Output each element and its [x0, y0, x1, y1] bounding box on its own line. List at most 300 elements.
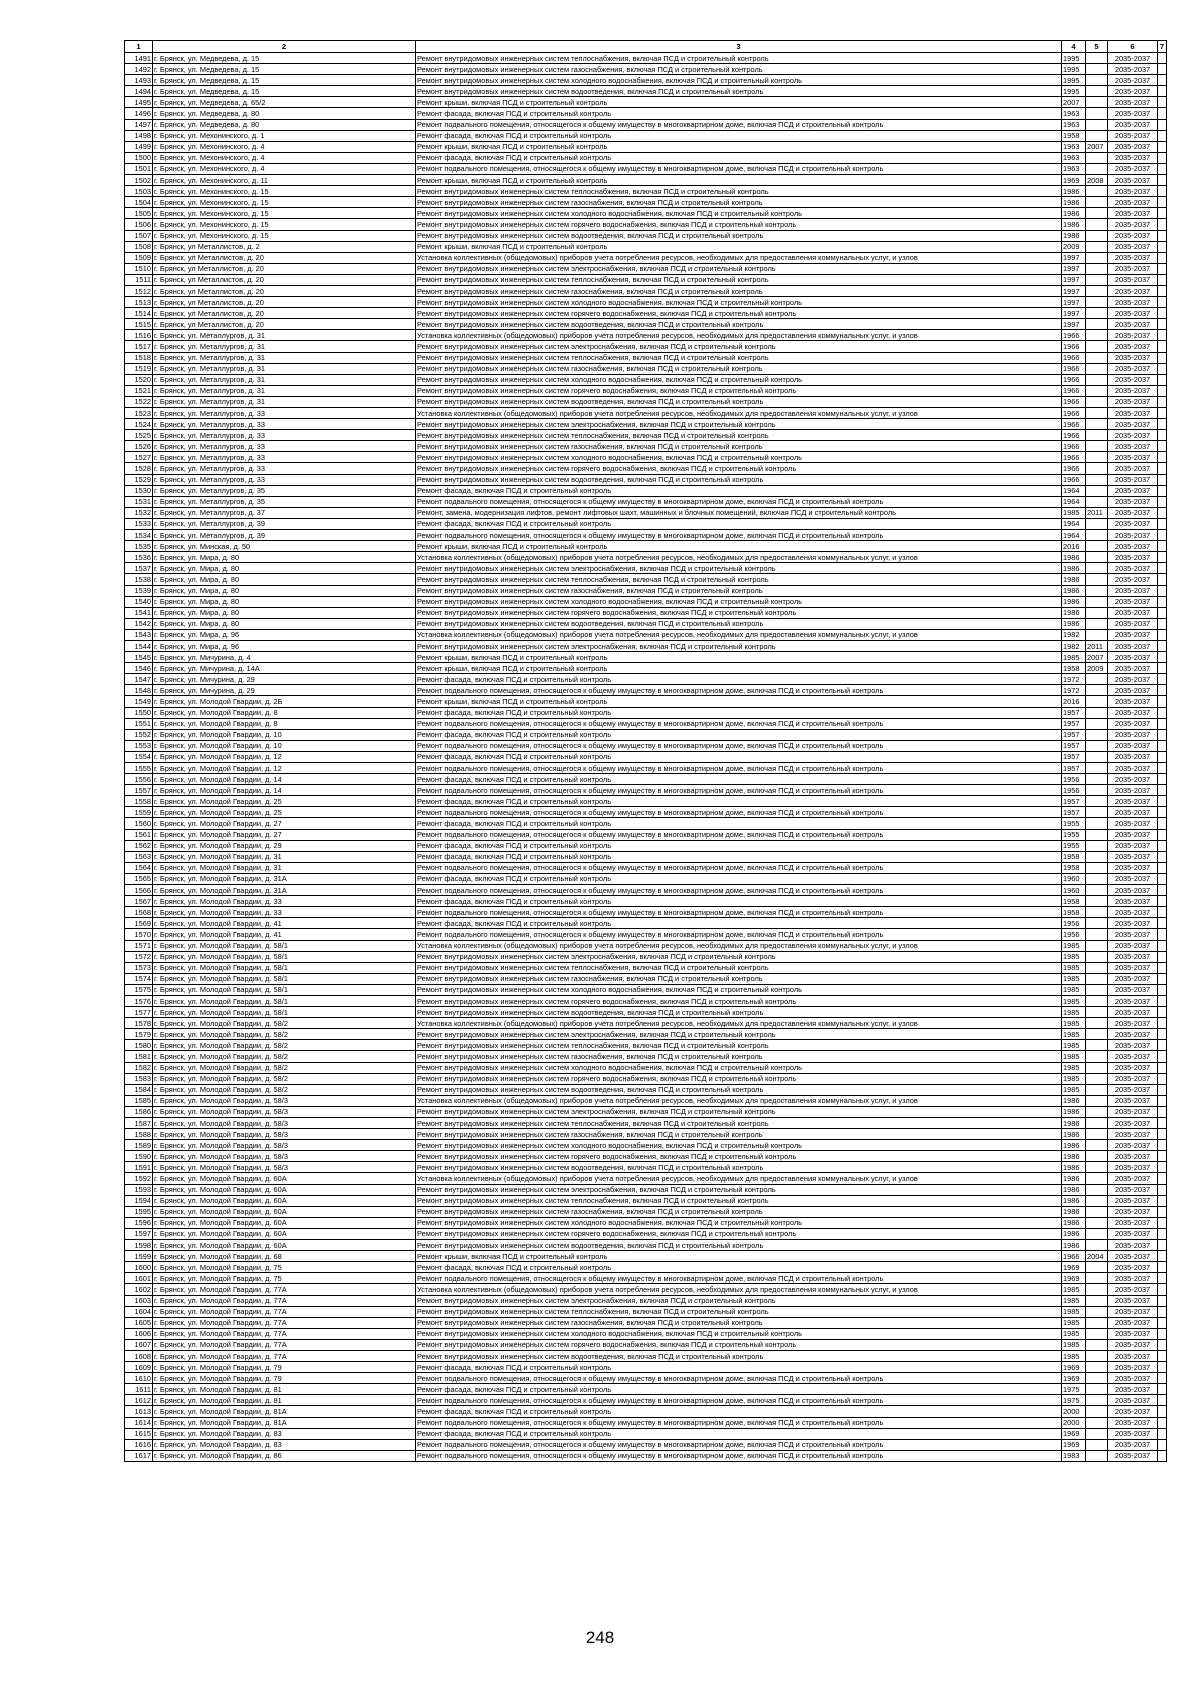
- planned-period-cell: 2035-2037: [1108, 1184, 1158, 1195]
- build-year-cell: 1955: [1062, 829, 1086, 840]
- table-row: [125, 1295, 1167, 1306]
- address-cell: г. Брянск, ул Металлистов, д. 20: [153, 319, 416, 330]
- row-number-cell: 1532: [125, 507, 153, 518]
- build-year-cell: 1972: [1062, 674, 1086, 685]
- planned-period-cell: 2035-2037: [1108, 441, 1158, 452]
- extra-col-cell: [1158, 1328, 1167, 1339]
- build-year-cell: 1966: [1062, 408, 1086, 419]
- row-number-cell: 1572: [125, 951, 153, 962]
- work-type-cell: Ремонт фасада, включая ПСД и строительный контроль: [416, 674, 1062, 685]
- table-row: [125, 308, 1167, 319]
- work-type-cell: Ремонт подвального помещения, относящегося к общему имуществу в многоквартирном доме, включая ПСД и строительный контроль: [416, 119, 1062, 130]
- work-type-cell: Ремонт внутридомовых инженерных систем газоснабжения, включая ПСД и строительный контроль: [416, 585, 1062, 596]
- build-year-cell: 1986: [1062, 607, 1086, 618]
- extra-col-cell: [1158, 75, 1167, 86]
- build-year-cell: 1958: [1062, 907, 1086, 918]
- build-year-cell: 1966: [1062, 452, 1086, 463]
- work-type-cell: Ремонт внутридомовых инженерных систем холодного водоснабжения, включая ПСД и строительный контроль: [416, 1217, 1062, 1228]
- build-year-cell: 1986: [1062, 596, 1086, 607]
- work-type-cell: Установка коллективных (общедомовых) приборов учета потребления ресурсов, необходимых для предоставления коммунальных услуг, и узлов: [416, 252, 1062, 263]
- work-type-cell: Ремонт внутридомовых инженерных систем газоснабжения, включая ПСД и строительный контроль: [416, 64, 1062, 75]
- planned-period-cell: 2035-2037: [1108, 907, 1158, 918]
- extra-col-cell: [1158, 352, 1167, 363]
- extra-col-cell: [1158, 163, 1167, 174]
- work-type-cell: Ремонт фасада, включая ПСД и строительный контроль: [416, 1262, 1062, 1273]
- work-type-cell: Установка коллективных (общедомовых) приборов учета потребления ресурсов, необходимых для предоставления коммунальных услуг, и узлов: [416, 629, 1062, 640]
- build-year-cell: 1997: [1062, 285, 1086, 296]
- work-type-cell: Ремонт, замена, модернизация лифтов, ремонт лифтовых шахт, машинных и блочных помещений, включая ПСД и строительный контроль: [416, 507, 1062, 518]
- row-number-cell: 1540: [125, 596, 153, 607]
- extra-col-cell: [1158, 1262, 1167, 1273]
- row-number-cell: 1535: [125, 541, 153, 552]
- extra-col-cell: [1158, 1295, 1167, 1306]
- planned-period-cell: 2035-2037: [1108, 1395, 1158, 1406]
- table-row: [125, 629, 1167, 640]
- planned-period-cell: 2035-2037: [1108, 829, 1158, 840]
- address-cell: г. Брянск, ул. Металлургов, д. 33: [153, 452, 416, 463]
- work-type-cell: Ремонт внутридомовых инженерных систем электроснабжения, включая ПСД и строительный контроль: [416, 951, 1062, 962]
- last-repair-year-cell: [1086, 230, 1108, 241]
- table-row: [125, 873, 1167, 884]
- build-year-cell: 1960: [1062, 873, 1086, 884]
- build-year-cell: 1986: [1062, 208, 1086, 219]
- build-year-cell: 1985: [1062, 1084, 1086, 1095]
- table-row: [125, 75, 1167, 86]
- work-type-cell: Ремонт внутридомовых инженерных систем холодного водоснабжения, включая ПСД и строительный контроль: [416, 1140, 1062, 1151]
- table-row: [125, 1417, 1167, 1428]
- row-number-cell: 1492: [125, 64, 153, 75]
- extra-col-cell: [1158, 452, 1167, 463]
- address-cell: г. Брянск, ул. Молодой Гвардии, д. 81: [153, 1395, 416, 1406]
- extra-col-cell: [1158, 1040, 1167, 1051]
- row-number-cell: 1553: [125, 740, 153, 751]
- work-type-cell: Ремонт подвального помещения, относящегося к общему имуществу в многоквартирном доме, включая ПСД и строительный контроль: [416, 163, 1062, 174]
- work-type-cell: Ремонт внутридомовых инженерных систем горячего водоснабжения, включая ПСД и строительный контроль: [416, 219, 1062, 230]
- build-year-cell: 2000: [1062, 1406, 1086, 1417]
- last-repair-year-cell: [1086, 674, 1108, 685]
- planned-period-cell: 2035-2037: [1108, 585, 1158, 596]
- last-repair-year-cell: 2007: [1086, 652, 1108, 663]
- extra-col-cell: [1158, 1450, 1167, 1461]
- address-cell: г. Брянск, ул. Молодой Гвардии, д. 86: [153, 1450, 416, 1461]
- extra-col-cell: [1158, 1173, 1167, 1184]
- address-cell: г. Брянск, ул. Молодой Гвардии, д. 79: [153, 1362, 416, 1373]
- last-repair-year-cell: 2007: [1086, 141, 1108, 152]
- extra-col-cell: [1158, 862, 1167, 873]
- address-cell: г. Брянск, ул. Молодой Гвардии, д. 58/3: [153, 1118, 416, 1129]
- build-year-cell: 1985: [1062, 984, 1086, 995]
- work-type-cell: Ремонт фасада, включая ПСД и строительный контроль: [416, 851, 1062, 862]
- table-row: [125, 896, 1167, 907]
- work-type-cell: Ремонт подвального помещения, относящегося к общему имуществу в многоквартирном доме, включая ПСД и строительный контроль: [416, 885, 1062, 896]
- last-repair-year-cell: [1086, 97, 1108, 108]
- table-row: [125, 1284, 1167, 1295]
- row-number-cell: 1616: [125, 1439, 153, 1450]
- address-cell: г. Брянск, ул. Металлургов, д. 31: [153, 385, 416, 396]
- build-year-cell: 1986: [1062, 585, 1086, 596]
- work-type-cell: Ремонт внутридомовых инженерных систем электроснабжения, включая ПСД и строительный контроль: [416, 1106, 1062, 1117]
- row-number-cell: 1603: [125, 1295, 153, 1306]
- table-row: [125, 1151, 1167, 1162]
- build-year-cell: 1982: [1062, 640, 1086, 651]
- row-number-cell: 1528: [125, 463, 153, 474]
- build-year-cell: 1956: [1062, 918, 1086, 929]
- table-row: [125, 463, 1167, 474]
- work-type-cell: Ремонт подвального помещения, относящегося к общему имуществу в многоквартирном доме, включая ПСД и строительный контроль: [416, 740, 1062, 751]
- table-row: [125, 1040, 1167, 1051]
- row-number-cell: 1562: [125, 840, 153, 851]
- last-repair-year-cell: [1086, 763, 1108, 774]
- row-number-cell: 1573: [125, 962, 153, 973]
- build-year-cell: 1958: [1062, 896, 1086, 907]
- address-cell: г. Брянск, ул. Молодой Гвардии, д. 8: [153, 707, 416, 718]
- address-cell: г. Брянск, ул. Молодой Гвардии, д. 77А: [153, 1306, 416, 1317]
- row-number-cell: 1598: [125, 1240, 153, 1251]
- extra-col-cell: [1158, 1029, 1167, 1040]
- build-year-cell: 1986: [1062, 1195, 1086, 1206]
- last-repair-year-cell: [1086, 530, 1108, 541]
- last-repair-year-cell: [1086, 1317, 1108, 1328]
- build-year-cell: 1966: [1062, 430, 1086, 441]
- last-repair-year-cell: [1086, 1129, 1108, 1140]
- extra-col-cell: [1158, 674, 1167, 685]
- planned-period-cell: 2035-2037: [1108, 818, 1158, 829]
- table-row: [125, 53, 1167, 64]
- last-repair-year-cell: [1086, 485, 1108, 496]
- work-type-cell: Установка коллективных (общедомовых) приборов учета потребления ресурсов, необходимых для предоставления коммунальных услуг, и узлов: [416, 1095, 1062, 1106]
- row-number-cell: 1499: [125, 141, 153, 152]
- build-year-cell: 1966: [1062, 396, 1086, 407]
- extra-col-cell: [1158, 973, 1167, 984]
- address-cell: г. Брянск, ул. Молодой Гвардии, д. 27: [153, 818, 416, 829]
- extra-col-cell: [1158, 1373, 1167, 1384]
- table-row: [125, 86, 1167, 97]
- last-repair-year-cell: [1086, 1051, 1108, 1062]
- row-number-cell: 1611: [125, 1384, 153, 1395]
- table-row: [125, 252, 1167, 263]
- table-row: [125, 1195, 1167, 1206]
- build-year-cell: 1966: [1062, 463, 1086, 474]
- row-number-cell: 1574: [125, 973, 153, 984]
- work-type-cell: Ремонт подвального помещения, относящегося к общему имуществу в многоквартирном доме, включая ПСД и строительный контроль: [416, 829, 1062, 840]
- last-repair-year-cell: [1086, 1195, 1108, 1206]
- address-cell: г. Брянск, ул. Мичурина, д. 4: [153, 652, 416, 663]
- build-year-cell: 1985: [1062, 973, 1086, 984]
- build-year-cell: 1985: [1062, 1339, 1086, 1350]
- address-cell: г. Брянск, ул. Молодой Гвардии, д. 31: [153, 851, 416, 862]
- row-number-cell: 1513: [125, 297, 153, 308]
- work-type-cell: Ремонт фасада, включая ПСД и строительный контроль: [416, 796, 1062, 807]
- planned-period-cell: 2035-2037: [1108, 541, 1158, 552]
- table-row: [125, 574, 1167, 585]
- row-number-cell: 1555: [125, 763, 153, 774]
- address-cell: г. Брянск, ул. Металлургов, д. 31: [153, 352, 416, 363]
- planned-period-cell: 2035-2037: [1108, 918, 1158, 929]
- last-repair-year-cell: [1086, 1073, 1108, 1084]
- table-row: [125, 430, 1167, 441]
- build-year-cell: 1986: [1062, 1151, 1086, 1162]
- extra-col-cell: [1158, 1118, 1167, 1129]
- work-type-cell: Ремонт внутридомовых инженерных систем горячего водоснабжения, включая ПСД и строительный контроль: [416, 463, 1062, 474]
- address-cell: г. Брянск, ул. Металлургов, д. 33: [153, 419, 416, 430]
- extra-col-cell: [1158, 885, 1167, 896]
- last-repair-year-cell: [1086, 1228, 1108, 1239]
- planned-period-cell: 2035-2037: [1108, 1339, 1158, 1350]
- build-year-cell: 1986: [1062, 618, 1086, 629]
- work-type-cell: Ремонт внутридомовых инженерных систем холодного водоснабжения, включая ПСД и строительный контроль: [416, 452, 1062, 463]
- table-row: [125, 962, 1167, 973]
- build-year-cell: 1969: [1062, 1262, 1086, 1273]
- planned-period-cell: 2035-2037: [1108, 419, 1158, 430]
- last-repair-year-cell: [1086, 374, 1108, 385]
- extra-col-cell: [1158, 1162, 1167, 1173]
- extra-col-cell: [1158, 408, 1167, 419]
- extra-col-cell: [1158, 552, 1167, 563]
- build-year-cell: 1983: [1062, 1450, 1086, 1461]
- planned-period-cell: 2035-2037: [1108, 674, 1158, 685]
- table-row: [125, 1095, 1167, 1106]
- work-type-cell: Ремонт внутридомовых инженерных систем горячего водоснабжения, включая ПСД и строительный контроль: [416, 1339, 1062, 1350]
- planned-period-cell: 2035-2037: [1108, 1106, 1158, 1117]
- extra-col-cell: [1158, 1417, 1167, 1428]
- table-row: [125, 1362, 1167, 1373]
- build-year-cell: 1966: [1062, 352, 1086, 363]
- work-type-cell: Ремонт внутридомовых инженерных систем горячего водоснабжения, включая ПСД и строительный контроль: [416, 995, 1062, 1006]
- address-cell: г. Брянск, ул. Металлургов, д. 37: [153, 507, 416, 518]
- planned-period-cell: 2035-2037: [1108, 1417, 1158, 1428]
- row-number-cell: 1577: [125, 1007, 153, 1018]
- build-year-cell: 1986: [1062, 230, 1086, 241]
- work-type-cell: Ремонт подвального помещения, относящегося к общему имуществу в многоквартирном доме, включая ПСД и строительный контроль: [416, 763, 1062, 774]
- last-repair-year-cell: [1086, 241, 1108, 252]
- last-repair-year-cell: [1086, 1439, 1108, 1450]
- work-type-cell: Ремонт внутридомовых инженерных систем водоотведения, включая ПСД и строительный контроль: [416, 1084, 1062, 1095]
- address-cell: г. Брянск, ул. Металлургов, д. 33: [153, 408, 416, 419]
- table-row: [125, 674, 1167, 685]
- work-type-cell: Ремонт подвального помещения, относящегося к общему имуществу в многоквартирном доме, включая ПСД и строительный контроль: [416, 1417, 1062, 1428]
- row-number-cell: 1537: [125, 563, 153, 574]
- last-repair-year-cell: [1086, 563, 1108, 574]
- build-year-cell: 1958: [1062, 862, 1086, 873]
- row-number-cell: 1548: [125, 685, 153, 696]
- extra-col-cell: [1158, 1406, 1167, 1417]
- planned-period-cell: 2035-2037: [1108, 1450, 1158, 1461]
- last-repair-year-cell: [1086, 1362, 1108, 1373]
- extra-col-cell: [1158, 740, 1167, 751]
- last-repair-year-cell: [1086, 1395, 1108, 1406]
- extra-col-cell: [1158, 1151, 1167, 1162]
- extra-col-cell: [1158, 563, 1167, 574]
- last-repair-year-cell: [1086, 130, 1108, 141]
- extra-col-cell: [1158, 297, 1167, 308]
- build-year-cell: 1963: [1062, 108, 1086, 119]
- planned-period-cell: 2035-2037: [1108, 962, 1158, 973]
- last-repair-year-cell: [1086, 1040, 1108, 1051]
- work-type-cell: Ремонт внутридомовых инженерных систем водоотведения, включая ПСД и строительный контроль: [416, 86, 1062, 97]
- planned-period-cell: 2035-2037: [1108, 862, 1158, 873]
- row-number-cell: 1570: [125, 929, 153, 940]
- table-row: [125, 330, 1167, 341]
- extra-col-cell: [1158, 485, 1167, 496]
- build-year-cell: 1960: [1062, 885, 1086, 896]
- build-year-cell: 1958: [1062, 851, 1086, 862]
- last-repair-year-cell: [1086, 308, 1108, 319]
- work-type-cell: Ремонт подвального помещения, относящегося к общему имуществу в многоквартирном доме, включая ПСД и строительный контроль: [416, 1439, 1062, 1450]
- work-type-cell: Ремонт внутридомовых инженерных систем теплоснабжения, включая ПСД и строительный контроль: [416, 430, 1062, 441]
- build-year-cell: 2009: [1062, 241, 1086, 252]
- row-number-cell: 1549: [125, 696, 153, 707]
- build-year-cell: 1995: [1062, 64, 1086, 75]
- extra-col-cell: [1158, 1350, 1167, 1361]
- last-repair-year-cell: [1086, 596, 1108, 607]
- table-row: [125, 563, 1167, 574]
- planned-period-cell: 2035-2037: [1108, 186, 1158, 197]
- address-cell: г. Брянск, ул. Мехонинского, д. 15: [153, 219, 416, 230]
- extra-col-cell: [1158, 1184, 1167, 1195]
- row-number-cell: 1589: [125, 1140, 153, 1151]
- row-number-cell: 1581: [125, 1051, 153, 1062]
- build-year-cell: 1966: [1062, 419, 1086, 430]
- planned-period-cell: 2035-2037: [1108, 263, 1158, 274]
- row-number-cell: 1607: [125, 1339, 153, 1350]
- extra-col-cell: [1158, 197, 1167, 208]
- extra-col-cell: [1158, 463, 1167, 474]
- table-row: [125, 818, 1167, 829]
- address-cell: г. Брянск, ул. Молодой Гвардии, д. 60А: [153, 1228, 416, 1239]
- extra-col-cell: [1158, 774, 1167, 785]
- table-row: [125, 219, 1167, 230]
- table-row: [125, 496, 1167, 507]
- last-repair-year-cell: 2011: [1086, 640, 1108, 651]
- address-cell: г. Брянск, ул. Молодой Гвардии, д. 33: [153, 896, 416, 907]
- planned-period-cell: 2035-2037: [1108, 496, 1158, 507]
- table-row: [125, 297, 1167, 308]
- build-year-cell: 1995: [1062, 86, 1086, 97]
- table-row: [125, 995, 1167, 1006]
- address-cell: г. Брянск, ул. Мичурина, д. 14А: [153, 663, 416, 674]
- address-cell: г. Брянск, ул. Молодой Гвардии, д. 60А: [153, 1173, 416, 1184]
- last-repair-year-cell: [1086, 64, 1108, 75]
- table-row: [125, 1106, 1167, 1117]
- table-row: [125, 1140, 1167, 1151]
- planned-period-cell: 2035-2037: [1108, 1284, 1158, 1295]
- row-number-cell: 1526: [125, 441, 153, 452]
- row-number-cell: 1612: [125, 1395, 153, 1406]
- row-number-cell: 1557: [125, 785, 153, 796]
- planned-period-cell: 2035-2037: [1108, 1217, 1158, 1228]
- work-type-cell: Ремонт внутридомовых инженерных систем горячего водоснабжения, включая ПСД и строительный контроль: [416, 1151, 1062, 1162]
- build-year-cell: 1986: [1062, 219, 1086, 230]
- build-year-cell: 1956: [1062, 774, 1086, 785]
- row-number-cell: 1527: [125, 452, 153, 463]
- table-row: [125, 474, 1167, 485]
- table-row: [125, 740, 1167, 751]
- extra-col-cell: [1158, 1306, 1167, 1317]
- build-year-cell: 1985: [1062, 1328, 1086, 1339]
- last-repair-year-cell: [1086, 740, 1108, 751]
- page-number: 248: [585, 1628, 615, 1647]
- work-type-cell: Ремонт подвального помещения, относящегося к общему имуществу в многоквартирном доме, включая ПСД и строительный контроль: [416, 718, 1062, 729]
- address-cell: г. Брянск, ул. Мира, д. 80: [153, 618, 416, 629]
- row-number-cell: 1600: [125, 1262, 153, 1273]
- extra-col-cell: [1158, 840, 1167, 851]
- planned-period-cell: 2035-2037: [1108, 1195, 1158, 1206]
- build-year-cell: 1985: [1062, 507, 1086, 518]
- planned-period-cell: 2035-2037: [1108, 1295, 1158, 1306]
- last-repair-year-cell: [1086, 197, 1108, 208]
- extra-col-cell: [1158, 962, 1167, 973]
- address-cell: г. Брянск, ул. Медведева, д. 15: [153, 53, 416, 64]
- address-cell: г. Брянск, ул. Молодой Гвардии, д. 81А: [153, 1406, 416, 1417]
- planned-period-cell: 2035-2037: [1108, 452, 1158, 463]
- work-type-cell: Установка коллективных (общедомовых) приборов учета потребления ресурсов, необходимых для предоставления коммунальных услуг, и узлов: [416, 1018, 1062, 1029]
- table-row: [125, 1317, 1167, 1328]
- address-cell: г. Брянск, ул. Молодой Гвардии, д. 27: [153, 829, 416, 840]
- last-repair-year-cell: [1086, 152, 1108, 163]
- table-row: [125, 763, 1167, 774]
- build-year-cell: 1956: [1062, 929, 1086, 940]
- work-type-cell: Ремонт крыши, включая ПСД и строительный контроль: [416, 175, 1062, 186]
- table-row: [125, 141, 1167, 152]
- extra-col-cell: [1158, 951, 1167, 962]
- planned-period-cell: 2035-2037: [1108, 1306, 1158, 1317]
- planned-period-cell: 2035-2037: [1108, 796, 1158, 807]
- last-repair-year-cell: [1086, 973, 1108, 984]
- last-repair-year-cell: [1086, 807, 1108, 818]
- last-repair-year-cell: [1086, 1140, 1108, 1151]
- row-number-cell: 1584: [125, 1084, 153, 1095]
- build-year-cell: 1966: [1062, 474, 1086, 485]
- extra-col-cell: [1158, 1428, 1167, 1439]
- work-type-cell: Ремонт внутридомовых инженерных систем теплоснабжения, включая ПСД и строительный контроль: [416, 962, 1062, 973]
- last-repair-year-cell: [1086, 840, 1108, 851]
- planned-period-cell: 2035-2037: [1108, 197, 1158, 208]
- work-type-cell: Ремонт фасада, включая ПСД и строительный контроль: [416, 918, 1062, 929]
- address-cell: г. Брянск, ул. Металлургов, д. 33: [153, 463, 416, 474]
- row-number-cell: 1582: [125, 1062, 153, 1073]
- extra-col-cell: [1158, 252, 1167, 263]
- row-number-cell: 1541: [125, 607, 153, 618]
- address-cell: г. Брянск, ул. Молодой Гвардии, д. 68: [153, 1251, 416, 1262]
- planned-period-cell: 2035-2037: [1108, 163, 1158, 174]
- work-type-cell: Ремонт внутридомовых инженерных систем холодного водоснабжения, включая ПСД и строительный контроль: [416, 1328, 1062, 1339]
- table-row: [125, 352, 1167, 363]
- last-repair-year-cell: [1086, 696, 1108, 707]
- address-cell: г. Брянск, ул. Молодой Гвардии, д. 58/2: [153, 1040, 416, 1051]
- planned-period-cell: 2035-2037: [1108, 175, 1158, 186]
- address-cell: г. Брянск, ул. Молодой Гвардии, д. 81А: [153, 1417, 416, 1428]
- row-number-cell: 1566: [125, 885, 153, 896]
- table-row: [125, 1062, 1167, 1073]
- row-number-cell: 1568: [125, 907, 153, 918]
- build-year-cell: 1966: [1062, 363, 1086, 374]
- row-number-cell: 1599: [125, 1251, 153, 1262]
- address-cell: г. Брянск, ул. Металлургов, д. 31: [153, 363, 416, 374]
- extra-col-cell: [1158, 807, 1167, 818]
- last-repair-year-cell: [1086, 1217, 1108, 1228]
- planned-period-cell: 2035-2037: [1108, 285, 1158, 296]
- work-type-cell: Ремонт внутридомовых инженерных систем холодного водоснабжения, включая ПСД и строительный контроль: [416, 374, 1062, 385]
- extra-col-cell: [1158, 907, 1167, 918]
- extra-col-cell: [1158, 1384, 1167, 1395]
- row-number-cell: 1606: [125, 1328, 153, 1339]
- table-row: [125, 1350, 1167, 1361]
- planned-period-cell: 2035-2037: [1108, 308, 1158, 319]
- build-year-cell: 1964: [1062, 496, 1086, 507]
- last-repair-year-cell: [1086, 885, 1108, 896]
- row-number-cell: 1590: [125, 1151, 153, 1162]
- planned-period-cell: 2035-2037: [1108, 851, 1158, 862]
